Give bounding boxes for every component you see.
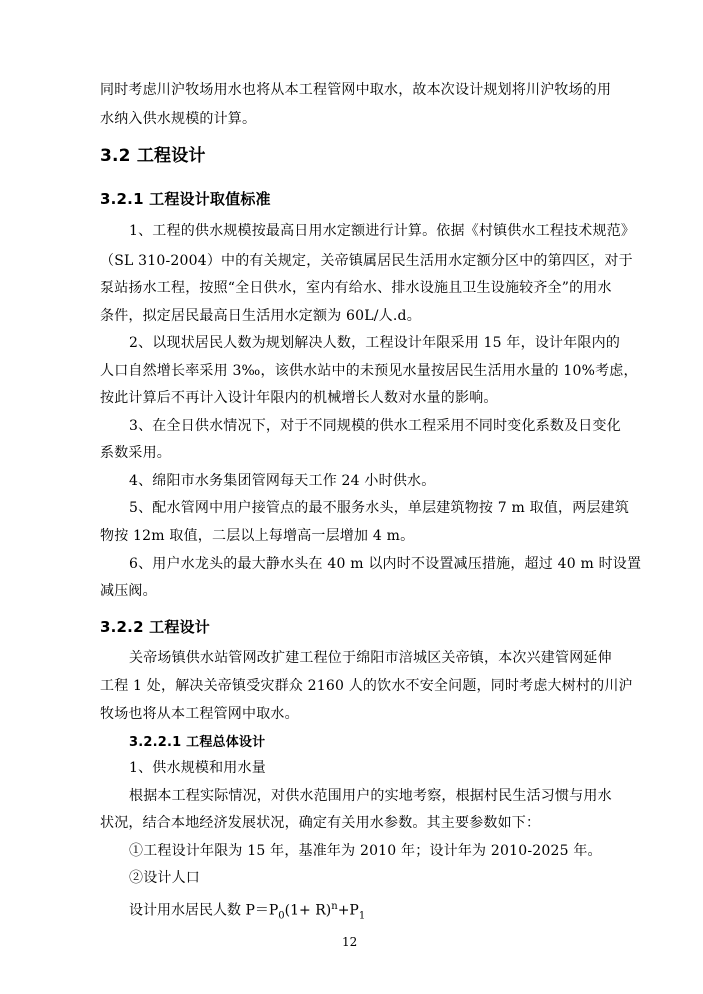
paragraph-line: 状况，结合本地经济发展状况，确定有关用水参数。其主要参数如下： <box>100 815 541 831</box>
paragraph-line: 6、用户水龙头的最大静水头在 40 m 以内时不设置减压措施，超过 40 m 时设置 <box>129 556 642 572</box>
paragraph-line: 1、工程的供水规模按最高日用水定额进行计算。依据《村镇供水工程技术规范》 <box>129 223 636 239</box>
paragraph-line: （SL 310-2004）中的有关规定，关帝镇属居民生活用水定额分区中的第四区，对于 <box>100 253 633 269</box>
paragraph-line: 牧场也将从本工程管网中取水。 <box>100 706 299 722</box>
paragraph-line: 根据本工程实际情况，对供水范围用户的实地考察，根据村民生活习惯与用水 <box>129 788 612 804</box>
paragraph-line: 1、供水规模和用水量 <box>129 760 266 776</box>
subsection-heading-3-2-1: 3.2.1 工程设计取值标准 <box>100 190 271 208</box>
subsection-heading-3-2-2: 3.2.2 工程设计 <box>100 618 210 636</box>
population-formula <box>129 897 365 927</box>
formula-label: 设计用水居民人数 P＝P <box>129 902 279 919</box>
page-number: 12 <box>342 935 358 949</box>
formula-subscript-1: 1 <box>358 910 366 922</box>
paragraph-line: 4、绵阳市水务集团管网每天工作 24 小时供水。 <box>129 473 436 489</box>
paragraph-line: ①工程设计年限为 15 年，基准年为 2010 年；设计年为 2010-2025 年。 <box>129 843 602 859</box>
paragraph-line: 水纳入供水规模的计算。 <box>100 111 257 127</box>
section-heading-3-2: 3.2 工程设计 <box>100 146 206 166</box>
paragraph-line: 关帝场镇供水站管网改扩建工程位于绵阳市涪城区关帝镇，本次兴建管网延伸 <box>129 650 612 666</box>
formula-growth-term: (1+ R) <box>284 902 332 919</box>
paragraph-line: 按此计算后不再计入设计年限内的机械增长人数对水量的影响。 <box>100 390 498 406</box>
paragraph-line: 物按 12m 取值，二层以上每增高一层增加 4 m。 <box>100 528 415 544</box>
paragraph-line: 2、以现状居民人数为规划解决人数，工程设计年限采用 15 年，设计年限内的 <box>129 335 621 351</box>
paragraph-line: 3、在全日供水情况下，对于不同规模的供水工程采用不同时变化系数及日变化 <box>129 418 621 434</box>
formula-exponent-n: n <box>331 901 338 912</box>
paragraph-line: 减压阀。 <box>100 583 157 599</box>
paragraph-line: 人口自然增长率采用 3‰，该供水站中的未预见水量按居民生活用水量的 10%考虑， <box>100 363 638 379</box>
paragraph-line: 5、配水管网中用户接管点的最不服务水头，单层建筑物按 7 m 取值，两层建筑 <box>129 500 630 516</box>
paragraph-line: 同时考虑川沪牧场用水也将从本工程管网中取水，故本次设计规划将川沪牧场的用 <box>100 82 612 98</box>
formula-plus-term: +P <box>337 902 359 919</box>
paragraph-line: ②设计人口 <box>129 870 200 886</box>
formula-subscript-0: 0 <box>278 910 285 922</box>
paragraph-line: 系数采用。 <box>100 445 171 461</box>
paragraph-line: 条件，拟定居民最高日生活用水定额为 60L/人.d。 <box>100 308 421 324</box>
paragraph-line: 泵站扬水工程，按照“全日供水，室内有给水、排水设施且卫生设施较齐全”的用水 <box>100 280 612 296</box>
paragraph-line: 工程 1 处，解决关帝镇受灾群众 2160 人的饮水不安全问题，同时考虑大树村的川沪 <box>100 678 633 694</box>
subsubsection-heading-3-2-2-1: 3.2.2.1 工程总体设计 <box>129 735 266 750</box>
